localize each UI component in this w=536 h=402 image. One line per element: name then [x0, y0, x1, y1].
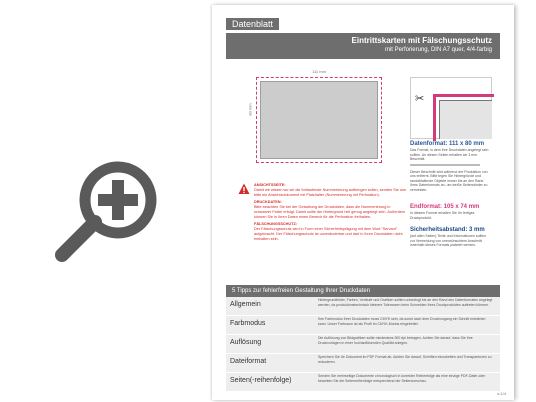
datasheet-tab: Datenblatt — [226, 18, 279, 30]
note-text-faelschungsschutz: Der Fälschungsschutz wird in Form einer Sicherheitsprägung mit dem Wort "Servant" aufgebracht. Der Fälschungsschutz ist unveränderbar und darf in Ihren Druckdaten nicht enthalten sein. — [254, 227, 403, 241]
tip-text: Speichern Sie Ihr Dokument im PDF Format ab. Achten Sie darauf, Schriften einzubetten und Transparenzen zu reduzieren. — [318, 355, 492, 364]
dimension-height: 80 mm — [247, 103, 253, 116]
tip-key: Farbmodus — [230, 320, 266, 327]
warning-notes — [238, 181, 406, 271]
tips-header: 5 Tipps zur fehlerfreien Gestaltung Ihrer Druckdaten — [226, 285, 500, 297]
scissors-icon: ✂ — [415, 93, 425, 105]
product-title: Eintrittskarten mit Fälschungsschutz — [351, 36, 492, 45]
note-heading-ansichtsseite: ANSICHTSSEITE: — [254, 183, 286, 187]
dimension-width: 111 mm — [312, 69, 326, 74]
divider — [410, 164, 480, 166]
warning-icon — [238, 183, 250, 195]
note-text-druckdaten: Bitte beachten Sie bei der Gestaltung der Druckdaten, dass die Nummerierung in schwarzer Farbe erfolgt. Damit sollte der Hintergrund hell genug angelegt sein. Außerdem können Sie in Ihren Daten einen Bereich für die Perforation freihalten. — [254, 205, 406, 219]
tip-key: Allgemein — [230, 301, 261, 308]
tip-row — [226, 316, 500, 335]
corner-detail — [410, 77, 492, 139]
note-heading-druckdaten: DRUCKDATEN: — [254, 200, 282, 204]
tip-row — [226, 354, 500, 373]
note-text-ansichtsseite: Damit wir wissen wo wir die fortlaufende Nummerierung aufbringen sollen, senden Sie uns bitte ein Ansichtsdokument mit Platzhalter (Nummerierung mit Perforation). — [254, 188, 406, 197]
datenformat-title: Datenformat: 111 x 80 mm — [410, 141, 485, 147]
tip-row — [226, 373, 500, 391]
datasheet-header — [226, 33, 500, 59]
tip-text: Die Auflösung von Bildgrafiken sollte mindestens 300 dpi betragen. Achten Sie darauf, dass Sie Ihre Druckvorlagen in einer hochauflösenden Qualität anlegen. — [318, 336, 473, 345]
datenformat-text: Das Format, in dem Ihre Druckdaten angelegt sein sollten. An diesen Seiten erhalten wir 3 mm Beschnitt. — [410, 148, 489, 161]
product-subtitle: mit Perforierung, DIN A7 quer, 4/4-farbig — [384, 47, 492, 53]
tip-row — [226, 335, 500, 354]
spec-sicherheit — [410, 227, 490, 248]
card-area — [260, 81, 378, 159]
endformat-text: In diesem Format erhalten Sie Ihr fertiges Druckprodukt. — [410, 211, 475, 220]
tip-row — [226, 297, 500, 316]
tip-text: Senden Sie mehrseitige Dokumente chronologisch in korrekter Reihenfolge als eine einzige PDF-Datei oder beachten Sie die Seitenreihenfolge entsprechend der Seitenvorschau. — [318, 374, 486, 383]
page-number: s.1/4 — [497, 391, 506, 396]
sicherheit-text: (auf allen Seiten) Texte und Informationen sollten zur Vermeidung von unerwünschtem Anschnitt innerhalb dieses Formats platziert werden. — [410, 234, 487, 247]
spec-datenformat — [410, 141, 490, 192]
format-drawing — [242, 67, 392, 177]
note-heading-faelschungsschutz: FÄLSCHUNGSSCHUTZ: — [254, 222, 298, 226]
tip-key: Dateiformat — [230, 358, 267, 365]
datenformat-text2: Dieser Beschnitt wird während der Produktion von uns entfernt. Bitte legen Sie Hintergründe und randabfallende Objekte immer bis an den Rand Ihres Datenformats an, um weiße Seitenränder zu vermeiden. — [410, 169, 488, 192]
sicherheit-title: Sicherheitsabstand: 3 mm — [410, 227, 485, 233]
zoom-in-icon[interactable] — [48, 150, 168, 270]
endformat-title: Endformat: 105 x 74 mm — [410, 204, 480, 210]
datasheet-page[interactable] — [212, 5, 514, 400]
spec-endformat — [410, 204, 490, 220]
tip-key: Seiten(-reihenfolge) — [230, 377, 292, 384]
tip-key: Auflösung — [230, 339, 262, 346]
tip-text: Hintergrundbilder, Farben, Verläufe und Grafiken sollten unbedingt bis an den Rand des Datenformates angelegt werden, da produktionstechnisch kleinere Toleranzen beim Schneiden Ihres Druckproduktes auftreten können. — [318, 298, 493, 307]
tip-text: Ihre Farbmodus Ihrer Druckdaten muss CMYK sein, da sonst nach dem Druckvorgang ein Schnitt entstehen kann. Unser Farbraum ist als Profil im CMYK-Modus eingebettet. — [318, 317, 486, 326]
tips-table — [226, 297, 500, 391]
trim-corner — [439, 100, 492, 139]
